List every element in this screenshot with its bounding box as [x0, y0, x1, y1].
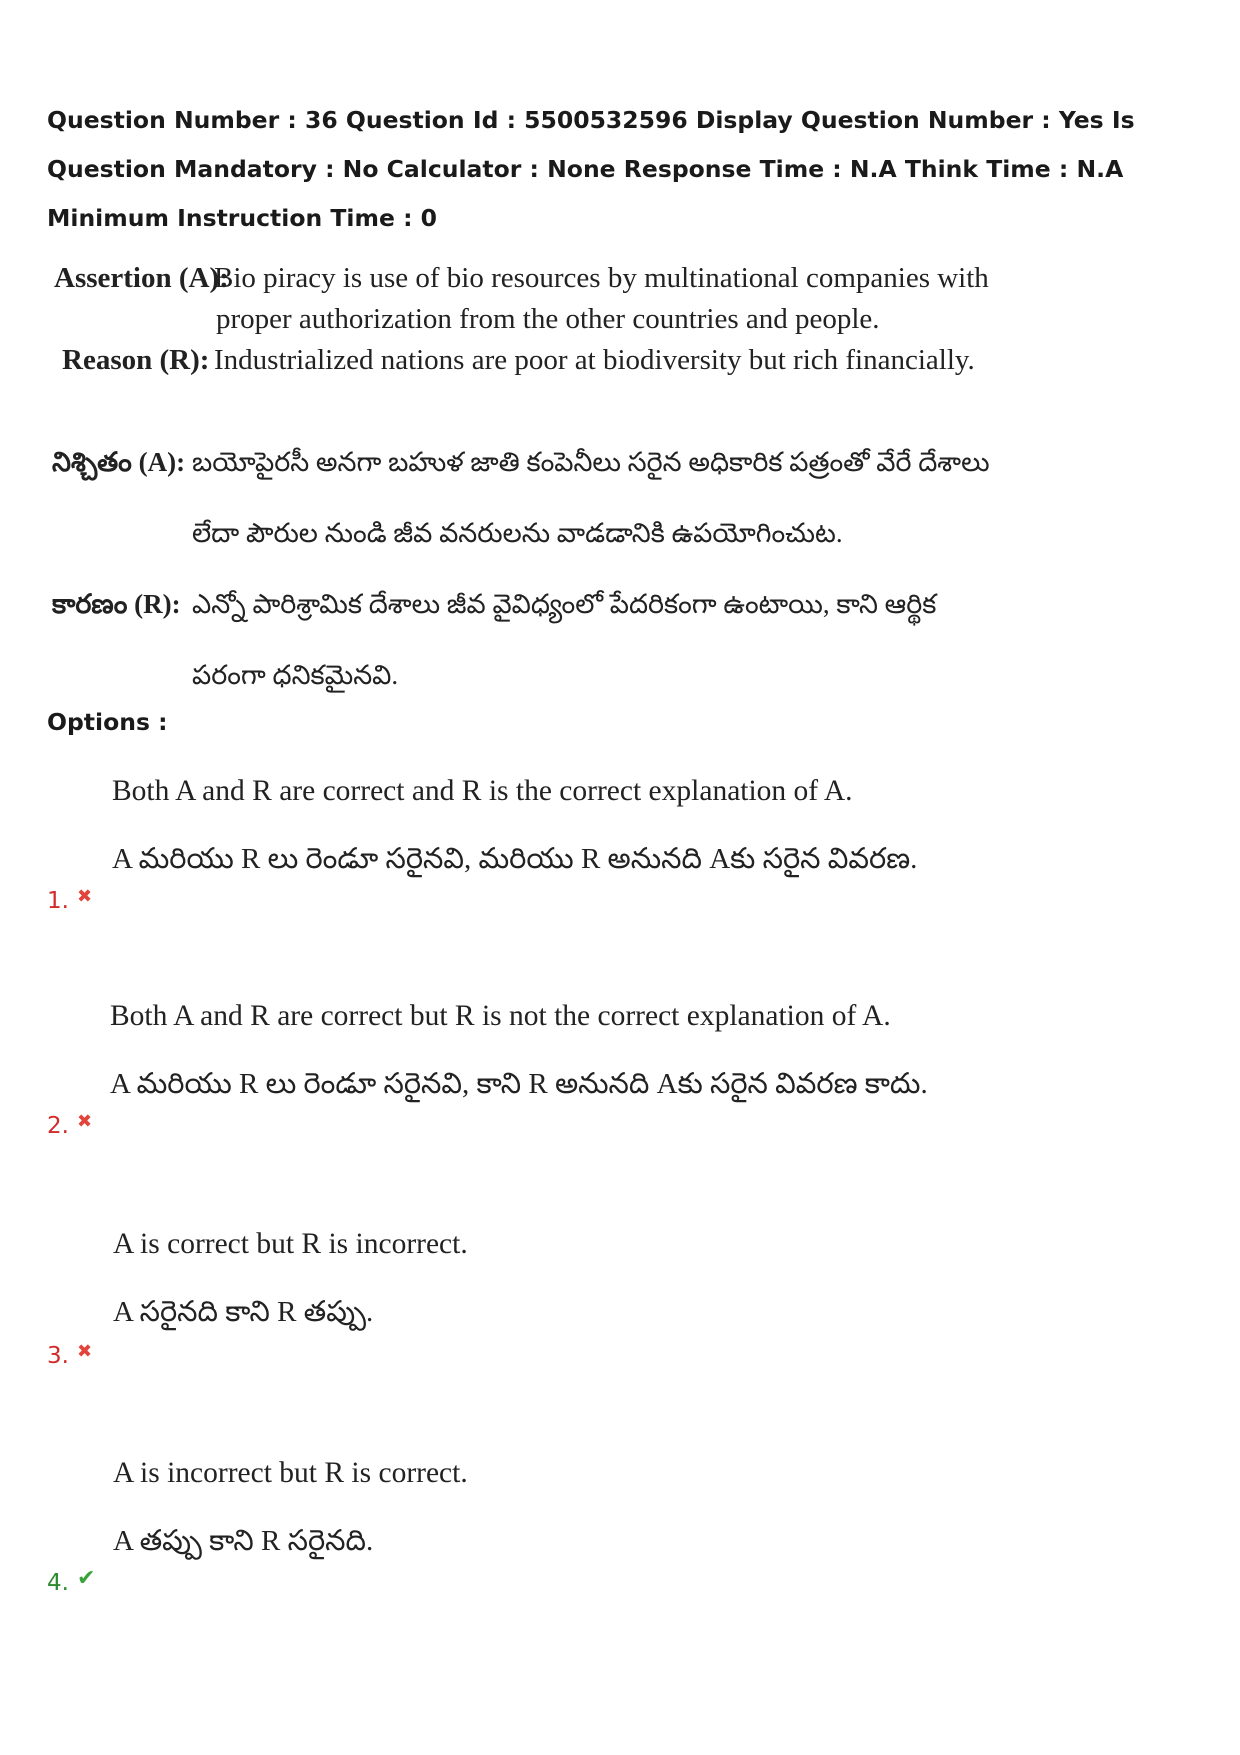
- option-2-number-text: 2.: [47, 1113, 69, 1139]
- option-2-english: Both A and R are correct but R is not the correct explanation of A.: [110, 1000, 891, 1032]
- option-4-telugu: A తప్పు కాని R సరైనది.: [113, 1525, 374, 1557]
- assertion-text-line2: proper authorization from the other countries and people.: [216, 303, 880, 335]
- cross-icon: ✖: [76, 1110, 93, 1132]
- option-4-english: A is incorrect but R is correct.: [113, 1457, 468, 1489]
- option-1-number: [47, 885, 93, 914]
- te-reason-line2: పరంగా ధనికమైనవి.: [192, 659, 399, 690]
- te-assertion-label: నిశ్చితం (A):: [52, 446, 186, 477]
- te-reason-line1: ఎన్నో పారిశ్రామిక దేశాలు జీవ వైవిధ్యంలో పేదరికంగా ఉంటాయి, కాని ఆర్థిక: [192, 588, 937, 619]
- option-3-number-text: 3.: [47, 1343, 69, 1369]
- reason-text: Industrialized nations are poor at biodiversity but rich financially.: [214, 344, 975, 376]
- cross-icon: ✖: [76, 885, 93, 907]
- option-1-english: Both A and R are correct and R is the correct explanation of A.: [112, 775, 853, 807]
- check-icon: ✔: [76, 1565, 96, 1591]
- option-4-number: [47, 1565, 96, 1596]
- assertion-label: Assertion (A):: [54, 262, 229, 294]
- cross-icon: ✖: [76, 1340, 93, 1362]
- option-3-english: A is correct but R is incorrect.: [113, 1228, 468, 1260]
- assertion-reason-telugu: [52, 430, 1052, 714]
- assertion-text-line1: Bio piracy is use of bio resources by multinational companies with: [214, 262, 989, 294]
- option-1-number-text: 1.: [47, 888, 69, 914]
- option-2-number: [47, 1110, 93, 1139]
- option-2-telugu: A మరియు R లు రెండూ సరైనవి, కాని R అనునది Aకు సరైన వివరణ కాదు.: [110, 1068, 928, 1100]
- options-title: Options :: [47, 708, 168, 736]
- option-3-telugu: A సరైనది కాని R తప్పు.: [113, 1296, 374, 1328]
- te-assertion-line2: లేదా పౌరుల నుండి జీవ వనరులను వాడడానికి ఉపయోగించుట.: [192, 517, 843, 548]
- te-assertion-line1: బయోపైరసీ అనగా బహుళ జాతి కంపెనీలు సరైన అధికారిక పత్రంతో వేరే దేశాలు: [192, 446, 990, 477]
- question-meta: Question Number : 36 Question Id : 5500532596 Display Question Number : Yes Is Question Mandatory : No Calculator : None Response Time : N.A Think Time : N.A Minimum Instruction Time : 0: [47, 106, 1135, 232]
- reason-label: Reason (R):: [62, 344, 210, 376]
- option-1-telugu: A మరియు R లు రెండూ సరైనవి, మరియు R అనునది Aకు సరైన వివరణ.: [112, 843, 918, 875]
- option-3-number: [47, 1340, 93, 1369]
- option-2[interactable]: [47, 1000, 1147, 1150]
- option-3[interactable]: [47, 1228, 1147, 1378]
- option-4[interactable]: [47, 1457, 1147, 1607]
- te-reason-label: కారణం (R):: [52, 588, 181, 619]
- option-4-number-text: 4.: [47, 1570, 69, 1596]
- assertion-reason-english: [54, 258, 989, 381]
- option-1[interactable]: [47, 775, 1147, 925]
